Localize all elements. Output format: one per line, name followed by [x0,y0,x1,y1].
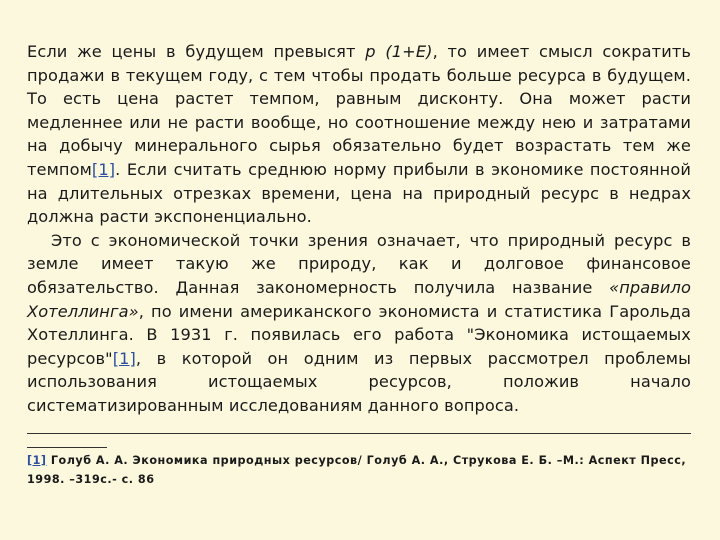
reference-link-1[interactable]: [1] [91,159,116,179]
paragraph-1-text-b: , то имеет смысл сократить продажи в текущем году, с тем чтобы продать больше ресурса в будущем. То есть цена растет темпом, равным дисконту. Она может расти медленнее или не расти вообще, но соотношение между нею и затратами на добычу минерального сырья обязательно будет возрастать тем же темпом [27,42,692,179]
paragraph-1-text-c: . Если считать среднюю норму прибыли в экономике постоянной на длительных отрезках времени, цена на природный ресурс в недрах должна расти экспоненциально. [27,159,691,227]
footnote-text: Голуб А. А. Экономика природных ресурсов/ Голуб А. А., Струкова Е. Б. –М.: Аспект Пресс, 1998. –319с.- с. 86 [27,453,687,486]
hotelling-rule-term: «правило Хотеллинга» [27,277,691,321]
paragraph-1 [27,40,691,229]
footnote [27,451,691,489]
paragraph-1-text-a: Если же цены в будущем превысят [27,42,366,61]
footnote-reference-link[interactable]: [1] [27,453,47,467]
footnote-short-rule [27,441,107,448]
document-page [27,40,691,489]
reference-link-2[interactable]: [1] [112,348,136,368]
formula: p (1+E) [365,42,433,61]
paragraph-2-text-a: Это с экономической точки зрения означает, что природный ресурс в земле имеет такую же природу, как и долговое финансовое обязательство. Данная закономерность получила название [27,230,691,297]
paragraph-2-text-b: , по имени американского экономиста и статистика Гарольда Хотеллинга. В 1931 г. появилась его работа "Экономика истощаемых ресурсов" [27,301,691,368]
paragraph-2 [27,229,691,418]
footnote-separator-line [27,423,691,434]
paragraph-2-text-c: , в которой он одним из первых рассмотрел проблемы использования истощаемых ресурсов, положив начало систематизированным исследованиям данного вопроса. [27,348,691,415]
